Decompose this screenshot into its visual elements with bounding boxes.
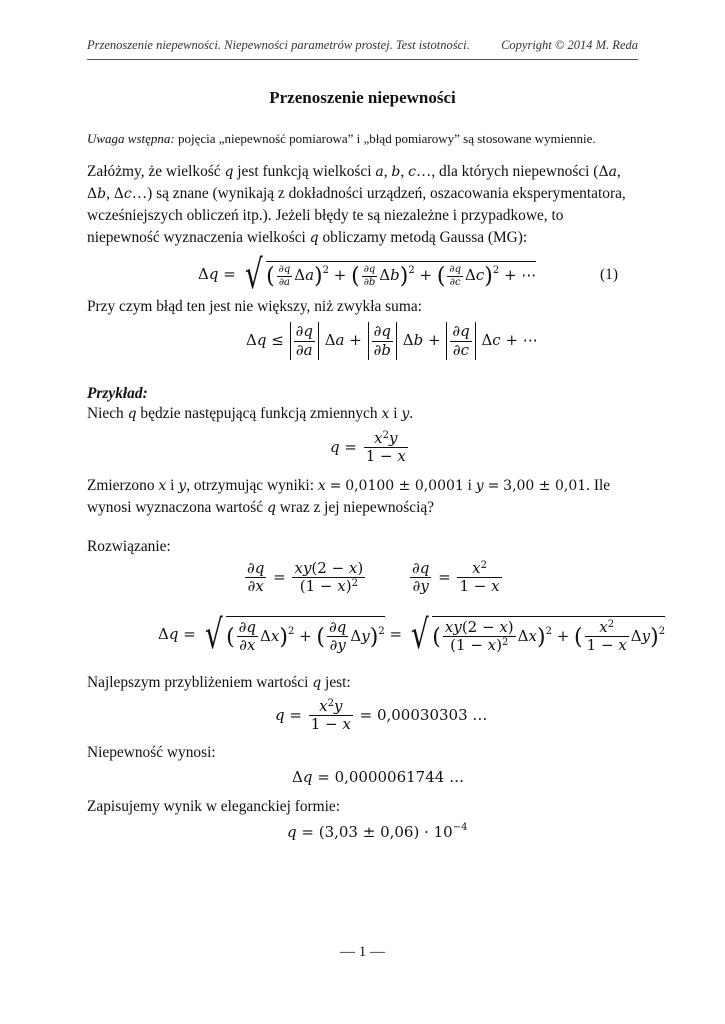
q-value-equation: q = $\frac{x^2y}{1 - x}$ = 0,00030303 …: [275, 697, 488, 734]
equation-number: (1): [600, 266, 618, 283]
uncertainty-formula: Δq = √ ( $\frac{\partial q}{\partial x}$ Δx)$^2$ + ( $\frac{\partial q}{\partial y}$ Δy)$^2$ = √ ( $\frac{xy(2 - x)}{(1 - x)^2}$ Δx)$^2$ + ( $\frac{x^2}{1 - x}$ Δy)$^2$: [158, 612, 666, 658]
header-rule: [87, 59, 638, 60]
measurements-text-6: wraz z jej niepewnością?: [275, 499, 435, 516]
sum-sentence: Przy czym błąd ten jest nie większy, niż zwykła suma:: [87, 298, 422, 315]
intro-text-3: , dla których niepewności (: [431, 163, 599, 180]
measurements-text-5: . Ile wynosi wyznaczona wartość: [87, 477, 611, 516]
header-left-text: Przenoszenie niepewności. Niepewności parametrów prostej. Test istotności.: [87, 38, 470, 52]
measurements-sentence: Zmierzono x i y, otrzymując wyniki: x = 0,0100 ± 0,0001 i y = 3,00 ± 0,01. Ile wynosi wyznaczona wartość q wraz z jej niepewnością?: [87, 477, 611, 516]
best-estimate-text-2: jest:: [321, 674, 351, 691]
intro-paragraph: Załóżmy, że wielkość q jest funkcją wielkości a, b, c…, dla których niepewności (Δa, Δb, Δc…) są znane (wynikają z dokładności urządzeń, oszacowania eksperymentatora, wcześniejszych obliczeń itp.). Jeżeli błędy te są niezależne i przypadkowe, to niepewność wyznaczenia wielkości q obliczamy metodą Gaussa (MG):: [87, 163, 626, 246]
measurements-text-4: i: [463, 477, 476, 494]
x-measured-value: 0,0100 ± 0,0001: [345, 478, 464, 494]
example-heading: Przykład:: [87, 385, 148, 402]
measurements-text-3: , otrzymując wyniki:: [186, 477, 318, 494]
preliminary-note: [87, 128, 639, 150]
q-value: 0,00030303 …: [376, 705, 488, 724]
example-intro-text-2: będzie następującą funkcją zmiennych: [136, 405, 382, 422]
partial-derivative-x: $\frac{\partial q}{\partial x}$ = $\frac{xy(2 - x)}{(1 - x)^2}$: [247, 559, 364, 596]
page-title: Przenoszenie niepewności: [269, 88, 456, 107]
function-definition: q = $\frac{x^2y}{1 - x}$: [330, 429, 406, 466]
measurements-text-2: i: [166, 477, 179, 494]
intro-text-2: jest funkcją wielkości: [233, 163, 376, 180]
gauss-formula: Δq = √ ( $\frac{\partial q}{\partial a}$ Δa)$^2$ + ( $\frac{\partial q}{\partial b}$ Δb)$^2$ + ( $\frac{\partial q}{\partial c}$ Δc)$^2$ + ⋯: [198, 252, 537, 298]
note-label: Uwaga wstępna:: [87, 131, 175, 146]
uncertainty-label: Niepewność wynosi:: [87, 744, 216, 761]
y-measured-value: 3,00 ± 0,01: [503, 478, 587, 494]
dq-value: 0,0000061744 …: [334, 768, 465, 786]
intro-text-5: obliczamy metodą Gaussa (MG):: [318, 229, 528, 246]
best-estimate-text-1: Najlepszym przybliżeniem wartości: [87, 674, 313, 691]
example-intro-text-1: Niech: [87, 405, 128, 422]
final-result-equation: $q = (3,03 \pm 0,06) \cdot 10^{-4}$: [287, 822, 468, 841]
example-intro-text-4: .: [409, 405, 414, 422]
note-text: pojęcia „niepewność pomiarowa” i „błąd pomiarowy” są stosowane wymiennie.: [174, 131, 596, 146]
dq-value-equation: Δq = 0,0000061744 …: [292, 768, 465, 786]
final-result-exponent: −4: [452, 822, 468, 833]
page-number: — 1 —: [340, 944, 385, 960]
example-intro-text-3: i: [389, 405, 402, 422]
final-result-label: Zapisujemy wynik w eleganckiej formie:: [87, 798, 341, 815]
example-intro: Niech q będzie następującą funkcją zmiennych x i y.: [87, 405, 414, 422]
header-copyright: Copyright © 2014 M. Reda: [501, 38, 638, 52]
intro-text-1: Załóżmy, że wielkość: [87, 163, 225, 180]
intro-text-4: ) są znane (wynikają z dokładności urządzeń, oszacowania eksperymentatora, wcześniejszych obliczeń itp.). Jeżeli błędy te są niezależne i przypadkowe, to niepewność wyznaczenia wielkości: [87, 185, 626, 246]
measurements-text-1: Zmierzono: [87, 477, 159, 494]
best-estimate-sentence: Najlepszym przybliżeniem wartości q jest:: [87, 674, 351, 691]
max-error-formula: Δq ≤ $\frac{\partial q}{\partial a}$ Δa + $\frac{\partial q}{\partial b}$ Δb + $\frac{\partial q}{\partial c}$ Δc + ⋯: [246, 322, 538, 359]
final-result-value: (3,03 ± 0,06) · 10: [318, 823, 453, 841]
solution-label: Rozwiązanie:: [87, 538, 171, 555]
partial-derivative-y: $\frac{\partial q}{\partial y}$ = $\frac{x^2}{1 - x}$: [412, 559, 500, 596]
